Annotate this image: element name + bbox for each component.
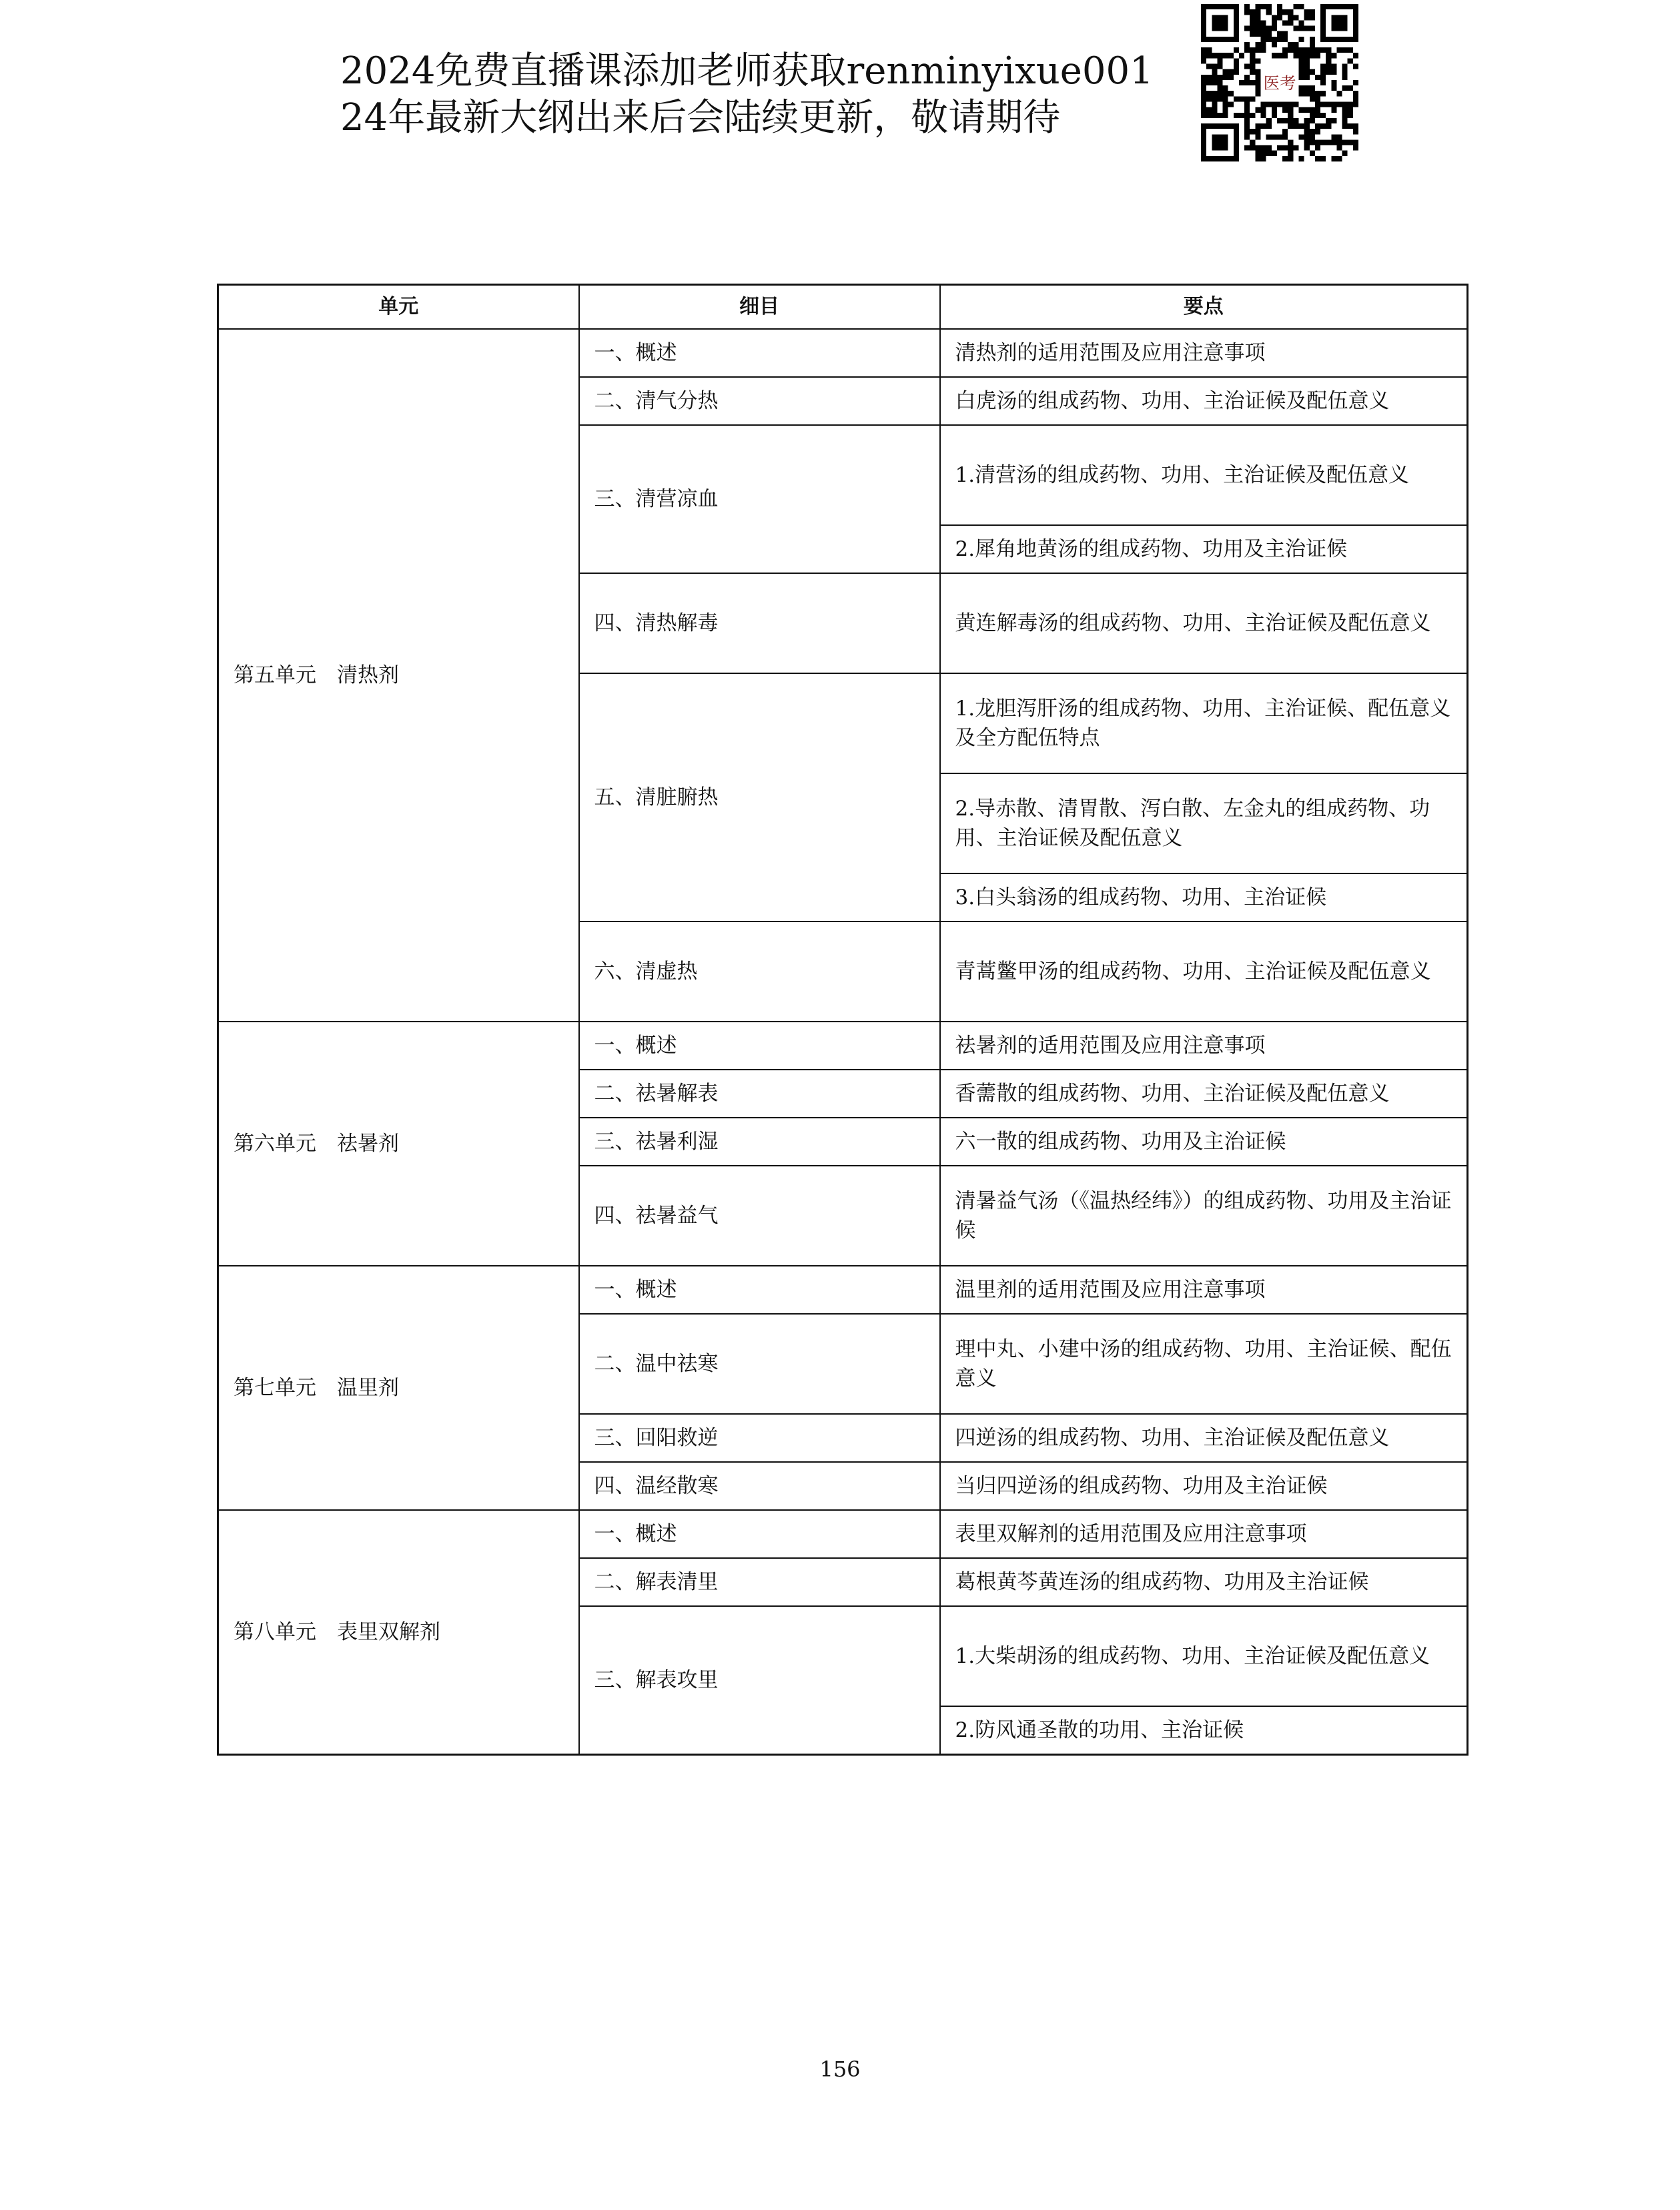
unit-cell: 第六单元 祛暑剂 xyxy=(218,1022,579,1266)
points-cell: 清暑益气汤（《温热经纬》）的组成药物、功用及主治证候 xyxy=(940,1166,1468,1266)
item-cell: 三、祛暑利湿 xyxy=(579,1118,940,1166)
table-row xyxy=(218,1266,1468,1314)
points-cell: 1.大柴胡汤的组成药物、功用、主治证候及配伍意义 xyxy=(940,1606,1468,1706)
promo-line-2: 24年最新大纲出来后会陆续更新，敬请期待 xyxy=(340,96,1061,139)
qr-code-icon xyxy=(1201,4,1358,161)
qr-code-graphic xyxy=(1201,4,1358,161)
page-header xyxy=(340,48,1181,141)
qr-logo-text: 医考 xyxy=(1263,73,1296,93)
item-cell: 一、概述 xyxy=(579,329,940,377)
header-points: 要点 xyxy=(940,285,1468,330)
table-row xyxy=(218,329,1468,377)
points-cell: 青蒿鳖甲汤的组成药物、功用、主治证候及配伍意义 xyxy=(940,922,1468,1022)
table-row xyxy=(218,1510,1468,1558)
item-cell: 三、解表攻里 xyxy=(579,1606,940,1755)
item-cell: 二、温中祛寒 xyxy=(579,1314,940,1414)
header-unit: 单元 xyxy=(218,285,579,330)
table-body xyxy=(218,329,1468,1755)
table-row xyxy=(218,1022,1468,1070)
points-cell: 2.犀角地黄汤的组成药物、功用及主治证候 xyxy=(940,525,1468,573)
points-cell: 温里剂的适用范围及应用注意事项 xyxy=(940,1266,1468,1314)
item-cell: 一、概述 xyxy=(579,1022,940,1070)
item-cell: 二、祛暑解表 xyxy=(579,1070,940,1118)
page-number: 156 xyxy=(819,2057,861,2082)
syllabus-table xyxy=(217,284,1468,1756)
points-cell: 1.清营汤的组成药物、功用、主治证候及配伍意义 xyxy=(940,425,1468,525)
points-cell: 3.白头翁汤的组成药物、功用、主治证候 xyxy=(940,873,1468,922)
header-item: 细目 xyxy=(579,285,940,330)
item-cell: 二、解表清里 xyxy=(579,1558,940,1606)
item-cell: 六、清虚热 xyxy=(579,922,940,1022)
points-cell: 祛暑剂的适用范围及应用注意事项 xyxy=(940,1022,1468,1070)
points-cell: 六一散的组成药物、功用及主治证候 xyxy=(940,1118,1468,1166)
table-header-row xyxy=(218,285,1468,330)
points-cell: 理中丸、小建中汤的组成药物、功用、主治证候、配伍意义 xyxy=(940,1314,1468,1414)
item-cell: 一、概述 xyxy=(579,1266,940,1314)
promo-line-1: 2024免费直播课添加老师获取renminyixue001 xyxy=(340,49,1154,93)
points-cell: 四逆汤的组成药物、功用、主治证候及配伍意义 xyxy=(940,1414,1468,1462)
points-cell: 表里双解剂的适用范围及应用注意事项 xyxy=(940,1510,1468,1558)
points-cell: 2.导赤散、清胃散、泻白散、左金丸的组成药物、功用、主治证候及配伍意义 xyxy=(940,773,1468,873)
points-cell: 香薷散的组成药物、功用、主治证候及配伍意义 xyxy=(940,1070,1468,1118)
item-cell: 四、清热解毒 xyxy=(579,573,940,673)
item-cell: 二、清气分热 xyxy=(579,377,940,425)
points-cell: 1.龙胆泻肝汤的组成药物、功用、主治证候、配伍意义及全方配伍特点 xyxy=(940,673,1468,773)
item-cell: 三、回阳救逆 xyxy=(579,1414,940,1462)
item-cell: 四、温经散寒 xyxy=(579,1462,940,1510)
item-cell: 一、概述 xyxy=(579,1510,940,1558)
points-cell: 黄连解毒汤的组成药物、功用、主治证候及配伍意义 xyxy=(940,573,1468,673)
unit-cell: 第八单元 表里双解剂 xyxy=(218,1510,579,1755)
item-cell: 五、清脏腑热 xyxy=(579,673,940,922)
points-cell: 白虎汤的组成药物、功用、主治证候及配伍意义 xyxy=(940,377,1468,425)
item-cell: 四、祛暑益气 xyxy=(579,1166,940,1266)
item-cell: 三、清营凉血 xyxy=(579,425,940,573)
points-cell: 当归四逆汤的组成药物、功用及主治证候 xyxy=(940,1462,1468,1510)
points-cell: 清热剂的适用范围及应用注意事项 xyxy=(940,329,1468,377)
unit-cell: 第七单元 温里剂 xyxy=(218,1266,579,1510)
unit-cell: 第五单元 清热剂 xyxy=(218,329,579,1022)
points-cell: 2.防风通圣散的功用、主治证候 xyxy=(940,1706,1468,1755)
points-cell: 葛根黄芩黄连汤的组成药物、功用及主治证候 xyxy=(940,1558,1468,1606)
